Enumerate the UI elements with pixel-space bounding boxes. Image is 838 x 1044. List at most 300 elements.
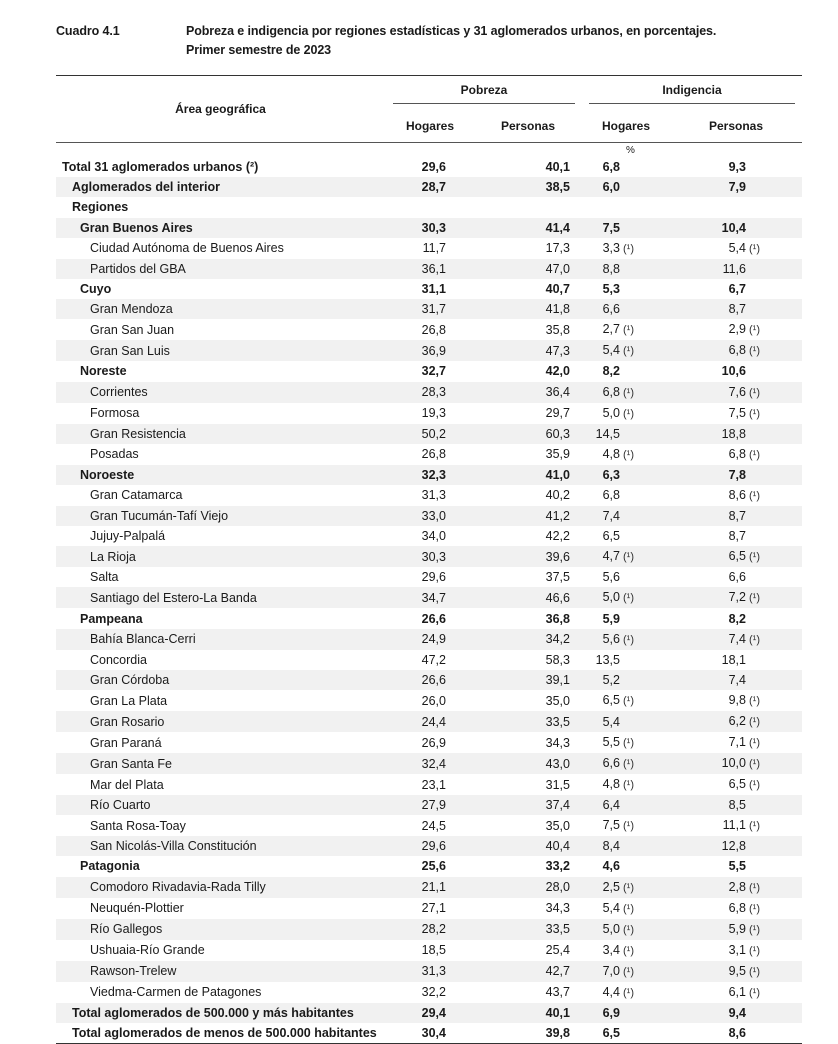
header-indigencia: Indigencia bbox=[582, 76, 802, 111]
indigencia-personas-cell bbox=[670, 650, 802, 670]
row-area-name: San Nicolás-Villa Constitución bbox=[56, 836, 386, 856]
indigencia-personas-cell bbox=[670, 690, 802, 711]
header-pobreza-hogares: Hogares bbox=[405, 119, 455, 133]
pobreza-personas-value: 46,6 bbox=[474, 587, 582, 608]
pobreza-personas-value: 38,5 bbox=[474, 177, 582, 197]
indigencia-hogares-cell bbox=[582, 526, 670, 546]
pobreza-personas-value: 60,3 bbox=[474, 424, 582, 444]
pobreza-personas-value: 33,2 bbox=[545, 859, 570, 874]
indigencia-personas-value: 7,5 bbox=[728, 405, 746, 420]
row-area-name: Pampeana bbox=[80, 611, 143, 626]
table-title-line-1: Pobreza e indigencia por regiones estadísticas y 31 aglomerados urbanos, en porcentajes. bbox=[186, 24, 717, 38]
indigencia-hogares-cell bbox=[582, 340, 670, 361]
row-area-name: Río Cuarto bbox=[56, 795, 386, 815]
table-row bbox=[56, 238, 802, 259]
indigencia-personas-cell bbox=[670, 877, 802, 898]
indigencia-hogares-cell bbox=[582, 177, 670, 197]
pobreza-hogares-value: 28,2 bbox=[386, 919, 474, 940]
pobreza-personas-value bbox=[474, 197, 582, 217]
header-indigencia-hogares: Hogares bbox=[601, 119, 651, 133]
pobreza-hogares-value: 26,8 bbox=[421, 447, 446, 462]
indigencia-hogares-value: 6,9 bbox=[602, 1005, 620, 1020]
pobreza-personas-value: 41,2 bbox=[474, 506, 582, 526]
indigencia-hogares-cell bbox=[582, 898, 670, 919]
indigencia-hogares-value: 3,3 bbox=[602, 240, 620, 255]
indigencia-hogares-cell bbox=[582, 629, 670, 650]
indigencia-personas-cell bbox=[670, 753, 802, 774]
pobreza-personas-value: 33,5 bbox=[474, 711, 582, 732]
row-area-name: La Rioja bbox=[56, 546, 386, 567]
pobreza-personas-value: 43,7 bbox=[545, 985, 570, 1000]
indigencia-personas-value: 18,8 bbox=[721, 426, 746, 441]
table-row bbox=[56, 485, 802, 506]
indigencia-personas-value: 3,1 bbox=[728, 942, 746, 957]
indigencia-personas-cell bbox=[670, 1003, 802, 1023]
footnote-marker: (¹) bbox=[623, 386, 634, 399]
indigencia-hogares-value: 5,9 bbox=[602, 611, 620, 626]
indigencia-hogares-cell bbox=[582, 650, 670, 670]
indigencia-hogares-cell bbox=[582, 259, 670, 279]
indigencia-hogares-value: 5,0 bbox=[602, 405, 620, 420]
pobreza-personas-value: 34,3 bbox=[545, 735, 570, 750]
table-row bbox=[56, 299, 802, 319]
table-title bbox=[186, 22, 816, 60]
footnote-marker: (¹) bbox=[623, 242, 634, 255]
footnote-marker: (¹) bbox=[623, 923, 634, 936]
pobreza-hogares-value: 27,9 bbox=[386, 795, 474, 815]
pobreza-hogares-value: 32,7 bbox=[421, 364, 446, 379]
footnote-marker: (¹) bbox=[749, 902, 760, 915]
indigencia-personas-value: 6,8 bbox=[728, 446, 746, 461]
row-area-name: Gran Tucumán-Tafí Viejo bbox=[56, 506, 386, 526]
table-row bbox=[56, 340, 802, 361]
indigencia-personas-value: 10,0 bbox=[721, 756, 746, 770]
row-area-name: Total 31 aglomerados urbanos (²) bbox=[62, 160, 259, 175]
row-area-name: Regiones bbox=[72, 200, 129, 215]
row-area-name: Gran San Luis bbox=[56, 340, 386, 361]
pobreza-personas-value: 31,5 bbox=[545, 777, 570, 792]
indigencia-hogares-value: 5,0 bbox=[602, 921, 620, 936]
indigencia-hogares-cell bbox=[582, 587, 670, 608]
indigencia-personas-cell bbox=[670, 856, 802, 876]
indigencia-hogares-value: 6,5 bbox=[602, 1025, 620, 1040]
indigencia-personas-value: 6,7 bbox=[728, 282, 746, 297]
indigencia-hogares-cell bbox=[582, 361, 670, 381]
table-row bbox=[56, 753, 802, 774]
indigencia-hogares-value: 5,6 bbox=[602, 631, 620, 646]
indigencia-personas-value: 7,6 bbox=[728, 384, 746, 399]
footnote-marker: (¹) bbox=[749, 944, 760, 957]
indigencia-hogares-value: 7,4 bbox=[602, 508, 620, 523]
table-row bbox=[56, 982, 802, 1003]
indigencia-hogares-cell bbox=[582, 382, 670, 403]
row-area-name: Gran Paraná bbox=[90, 735, 162, 750]
row-area-name: Gran Santa Fe bbox=[56, 753, 386, 774]
table-row bbox=[56, 157, 802, 177]
indigencia-hogares-cell bbox=[582, 690, 670, 711]
indigencia-hogares-value: 2,7 bbox=[602, 322, 620, 337]
indigencia-hogares-value: 5,4 bbox=[602, 714, 620, 729]
indigencia-personas-cell bbox=[670, 546, 802, 567]
indigencia-hogares-value: 5,3 bbox=[602, 282, 620, 297]
indigencia-hogares-cell bbox=[582, 197, 670, 217]
pobreza-hogares-value: 29,4 bbox=[386, 1003, 474, 1023]
indigencia-hogares-value: 7,5 bbox=[602, 220, 620, 235]
pobreza-personas-value: 58,3 bbox=[545, 652, 570, 667]
indigencia-personas-cell bbox=[670, 361, 802, 381]
pobreza-hogares-value: 47,2 bbox=[421, 652, 446, 667]
indigencia-hogares-value: 8,8 bbox=[602, 261, 620, 276]
pobreza-hogares-value: 26,6 bbox=[421, 611, 446, 626]
indigencia-personas-value: 7,4 bbox=[728, 631, 746, 646]
indigencia-hogares-value: 4,7 bbox=[602, 549, 620, 564]
indigencia-hogares-cell bbox=[582, 753, 670, 774]
indigencia-personas-value: 8,6 bbox=[728, 487, 746, 502]
pobreza-personas-value: 40,1 bbox=[474, 1003, 582, 1023]
pobreza-personas-value: 47,0 bbox=[474, 259, 582, 279]
pobreza-hogares-value: 31,7 bbox=[386, 299, 474, 319]
pobreza-hogares-value: 28,7 bbox=[386, 177, 474, 197]
footnote-marker: (¹) bbox=[749, 779, 760, 791]
table-row bbox=[56, 1023, 802, 1044]
table-row bbox=[56, 898, 802, 919]
footnote-marker: (¹) bbox=[749, 965, 760, 978]
pobreza-hogares-value: 33,0 bbox=[386, 506, 474, 526]
indigencia-personas-cell bbox=[670, 485, 802, 506]
indigencia-hogares-cell bbox=[582, 711, 670, 732]
indigencia-hogares-value: 6,8 bbox=[602, 160, 620, 175]
indigencia-personas-value: 9,4 bbox=[728, 1005, 746, 1020]
indigencia-hogares-cell bbox=[582, 1003, 670, 1023]
indigencia-hogares-cell bbox=[582, 961, 670, 982]
indigencia-hogares-cell bbox=[582, 238, 670, 259]
row-area-name: Gran Rosario bbox=[56, 711, 386, 732]
indigencia-hogares-cell bbox=[582, 732, 670, 753]
indigencia-hogares-value: 6,4 bbox=[602, 798, 620, 813]
indigencia-hogares-cell bbox=[582, 424, 670, 444]
pobreza-hogares-value: 31,3 bbox=[421, 488, 446, 503]
pobreza-personas-value: 34,2 bbox=[474, 629, 582, 650]
indigencia-personas-cell bbox=[670, 836, 802, 856]
table-row bbox=[56, 424, 802, 444]
indigencia-personas-value: 10,4 bbox=[721, 220, 746, 235]
pobreza-hogares-value: 24,4 bbox=[386, 711, 474, 732]
row-area-name: Total aglomerados de menos de 500.000 habitantes bbox=[56, 1023, 386, 1044]
pobreza-personas-value: 39,6 bbox=[474, 546, 582, 567]
pobreza-hogares-value: 19,3 bbox=[421, 406, 446, 420]
footnote-marker: (¹) bbox=[623, 944, 634, 957]
table-row bbox=[56, 629, 802, 650]
indigencia-personas-cell bbox=[670, 279, 802, 299]
table-row bbox=[56, 795, 802, 815]
row-area-name: Cuyo bbox=[80, 282, 112, 297]
pobreza-personas-value: 40,4 bbox=[474, 836, 582, 856]
pobreza-personas-value: 47,3 bbox=[474, 340, 582, 361]
table-row bbox=[56, 197, 802, 217]
pobreza-personas-value: 42,0 bbox=[545, 364, 570, 379]
table-row bbox=[56, 815, 802, 836]
indigencia-personas-value: 8,2 bbox=[728, 611, 746, 626]
pobreza-hogares-value: 32,3 bbox=[386, 465, 474, 485]
table-row bbox=[56, 711, 802, 732]
pobreza-personas-value: 42,2 bbox=[545, 529, 570, 544]
pobreza-hogares-value: 18,5 bbox=[421, 943, 446, 958]
table-row bbox=[56, 774, 802, 795]
indigencia-hogares-value: 14,5 bbox=[595, 426, 620, 441]
pobreza-hogares-value: 24,9 bbox=[386, 629, 474, 650]
table-header bbox=[56, 76, 802, 158]
indigencia-hogares-value: 6,6 bbox=[602, 302, 620, 317]
pobreza-hogares-value: 34,7 bbox=[386, 587, 474, 608]
indigencia-personas-value: 2,8 bbox=[728, 879, 746, 894]
pobreza-hogares-value: 23,1 bbox=[421, 777, 446, 792]
pobreza-hogares-value: 50,2 bbox=[386, 424, 474, 444]
indigencia-personas-value: 11,6 bbox=[722, 261, 746, 276]
indigencia-hogares-value: 5,4 bbox=[602, 900, 620, 915]
indigencia-personas-value: 6,5 bbox=[728, 549, 746, 564]
pobreza-hogares-value: 32,4 bbox=[386, 753, 474, 774]
pobreza-personas-value: 40,2 bbox=[545, 488, 570, 503]
footnote-marker: (¹) bbox=[623, 986, 634, 999]
pobreza-hogares-value: 25,6 bbox=[421, 859, 446, 874]
row-area-name: Gran Córdoba bbox=[56, 670, 386, 690]
indigencia-personas-value: 6,8 bbox=[728, 343, 746, 358]
indigencia-hogares-cell bbox=[582, 218, 670, 238]
footnote-marker: (¹) bbox=[623, 902, 634, 915]
indigencia-hogares-value: 5,2 bbox=[602, 672, 620, 687]
footnote-marker: (¹) bbox=[623, 695, 634, 707]
pobreza-hogares-value: 26,8 bbox=[421, 322, 446, 337]
pobreza-hogares-value: 30,3 bbox=[386, 218, 474, 238]
table-row bbox=[56, 1003, 802, 1023]
row-area-name: Gran Resistencia bbox=[56, 424, 386, 444]
footnote-marker: (¹) bbox=[749, 489, 760, 502]
pobreza-hogares-value: 36,1 bbox=[386, 259, 474, 279]
indigencia-hogares-value: 7,0 bbox=[602, 963, 620, 978]
table-row bbox=[56, 382, 802, 403]
indigencia-hogares-value: 6,5 bbox=[602, 693, 620, 707]
footnote-marker: (¹) bbox=[749, 923, 760, 936]
table-row bbox=[56, 506, 802, 526]
header-area: Área geográfica bbox=[56, 76, 386, 143]
indigencia-personas-cell bbox=[670, 815, 802, 836]
row-area-name: Partidos del GBA bbox=[56, 259, 386, 279]
pobreza-personas-value: 36,8 bbox=[545, 611, 570, 626]
indigencia-personas-cell bbox=[670, 382, 802, 403]
indigencia-personas-value: 11,1 bbox=[722, 818, 746, 833]
table-row bbox=[56, 319, 802, 340]
indigencia-personas-cell bbox=[670, 774, 802, 795]
pobreza-personas-value: 41,4 bbox=[474, 218, 582, 238]
indigencia-personas-cell bbox=[670, 567, 802, 587]
table-row bbox=[56, 526, 802, 546]
row-area-name: Viedma-Carmen de Patagones bbox=[90, 985, 262, 1000]
footnote-marker: (¹) bbox=[623, 758, 634, 770]
pobreza-hogares-value: 26,0 bbox=[421, 693, 446, 708]
indigencia-personas-value: 6,5 bbox=[728, 777, 746, 791]
pobreza-hogares-value: 24,5 bbox=[421, 818, 446, 833]
indigencia-personas-cell bbox=[670, 177, 802, 197]
pobreza-hogares-value: 36,9 bbox=[386, 340, 474, 361]
indigencia-hogares-cell bbox=[582, 836, 670, 856]
row-area-name: Noreste bbox=[80, 364, 127, 379]
footnote-marker: (¹) bbox=[623, 737, 634, 749]
pobreza-personas-value: 40,7 bbox=[545, 282, 570, 297]
indigencia-hogares-value: 4,8 bbox=[602, 777, 620, 791]
pobreza-personas-value: 25,4 bbox=[545, 943, 570, 958]
table-row bbox=[56, 444, 802, 465]
row-area-name: Rawson-Trelew bbox=[56, 961, 386, 982]
indigencia-personas-cell bbox=[670, 526, 802, 546]
indigencia-hogares-value: 6,0 bbox=[602, 180, 620, 195]
footnote-marker: (¹) bbox=[749, 737, 760, 749]
indigencia-hogares-cell bbox=[582, 485, 670, 506]
pobreza-hogares-value: 11,7 bbox=[422, 241, 446, 256]
row-area-name: Concordia bbox=[90, 652, 147, 667]
footnote-marker: (¹) bbox=[623, 965, 634, 978]
footnote-marker: (¹) bbox=[623, 633, 634, 646]
poverty-table-wrapper bbox=[56, 75, 802, 1044]
indigencia-hogares-cell bbox=[582, 299, 670, 319]
row-area-name: Patagonia bbox=[80, 859, 140, 874]
indigencia-personas-value: 8,7 bbox=[728, 302, 746, 317]
table-row bbox=[56, 961, 802, 982]
pobreza-personas-value: 29,7 bbox=[545, 406, 570, 420]
row-area-name: Ciudad Autónoma de Buenos Aires bbox=[90, 241, 284, 256]
pobreza-hogares-value: 31,3 bbox=[386, 961, 474, 982]
indigencia-personas-cell bbox=[670, 465, 802, 485]
indigencia-personas-value: 6,2 bbox=[728, 714, 746, 728]
indigencia-personas-cell bbox=[670, 157, 802, 177]
unit-label: % bbox=[582, 143, 802, 158]
indigencia-hogares-value: 13,5 bbox=[595, 652, 620, 667]
footnote-marker: (¹) bbox=[623, 592, 634, 605]
indigencia-hogares-value: 5,5 bbox=[602, 735, 620, 749]
footnote-marker: (¹) bbox=[749, 386, 760, 399]
footnote-marker: (¹) bbox=[749, 881, 760, 894]
indigencia-hogares-value: 8,4 bbox=[602, 839, 620, 854]
indigencia-personas-value: 5,9 bbox=[728, 921, 746, 936]
indigencia-personas-value: 2,9 bbox=[728, 322, 746, 337]
table-number: Cuadro 4.1 bbox=[56, 24, 120, 38]
indigencia-hogares-value: 6,5 bbox=[602, 529, 620, 544]
indigencia-personas-value: 7,4 bbox=[728, 672, 746, 687]
row-area-name: Gran Catamarca bbox=[90, 488, 183, 503]
indigencia-hogares-cell bbox=[582, 815, 670, 836]
table-row bbox=[56, 608, 802, 628]
indigencia-personas-value: 10,6 bbox=[721, 364, 746, 379]
poverty-table bbox=[56, 75, 802, 1044]
indigencia-hogares-value: 4,6 bbox=[602, 859, 620, 874]
indigencia-hogares-value: 6,3 bbox=[602, 467, 620, 482]
pobreza-personas-value: 39,8 bbox=[474, 1023, 582, 1044]
indigencia-personas-value: 18,1 bbox=[721, 652, 746, 667]
indigencia-personas-cell bbox=[670, 898, 802, 919]
pobreza-personas-value: 33,5 bbox=[474, 919, 582, 940]
table-row bbox=[56, 650, 802, 670]
indigencia-hogares-cell bbox=[582, 506, 670, 526]
row-area-name: Formosa bbox=[90, 406, 140, 420]
table-row bbox=[56, 218, 802, 238]
indigencia-personas-value: 7,2 bbox=[728, 590, 746, 605]
indigencia-personas-value: 9,8 bbox=[728, 693, 746, 707]
indigencia-hogares-cell bbox=[582, 877, 670, 898]
footnote-marker: (¹) bbox=[749, 448, 760, 461]
footnote-marker: (¹) bbox=[749, 716, 760, 728]
indigencia-hogares-cell bbox=[582, 279, 670, 299]
indigencia-personas-cell bbox=[670, 732, 802, 753]
header-pobreza: Pobreza bbox=[386, 76, 582, 111]
indigencia-hogares-value: 6,8 bbox=[602, 384, 620, 399]
indigencia-personas-cell bbox=[670, 444, 802, 465]
row-area-name: Río Gallegos bbox=[56, 919, 386, 940]
row-area-name: Mar del Plata bbox=[90, 777, 164, 792]
table-row bbox=[56, 587, 802, 608]
table-row bbox=[56, 877, 802, 898]
table-row bbox=[56, 567, 802, 587]
row-area-name: Jujuy-Palpalá bbox=[90, 529, 166, 544]
indigencia-personas-cell bbox=[670, 319, 802, 340]
indigencia-hogares-cell bbox=[582, 856, 670, 876]
row-area-name: Noroeste bbox=[56, 465, 386, 485]
table-row bbox=[56, 856, 802, 876]
table-row bbox=[56, 670, 802, 690]
pobreza-personas-value: 17,3 bbox=[545, 241, 570, 256]
indigencia-personas-value: 9,3 bbox=[728, 160, 746, 175]
footnote-marker: (¹) bbox=[623, 324, 634, 337]
row-area-name: Gran Buenos Aires bbox=[56, 218, 386, 238]
indigencia-personas-value: 6,8 bbox=[728, 900, 746, 915]
indigencia-hogares-value: 4,8 bbox=[602, 446, 620, 461]
row-area-name: Salta bbox=[90, 570, 119, 585]
indigencia-hogares-cell bbox=[582, 157, 670, 177]
pobreza-personas-value: 40,1 bbox=[545, 160, 570, 175]
indigencia-personas-value: 7,8 bbox=[728, 467, 746, 482]
table-row bbox=[56, 279, 802, 299]
footnote-marker: (¹) bbox=[623, 820, 634, 833]
pobreza-hogares-value: 29,6 bbox=[421, 570, 446, 585]
indigencia-personas-value: 12,8 bbox=[721, 839, 746, 854]
indigencia-hogares-cell bbox=[582, 1023, 670, 1044]
indigencia-personas-cell bbox=[670, 238, 802, 259]
pobreza-personas-value: 41,0 bbox=[474, 465, 582, 485]
table-row bbox=[56, 836, 802, 856]
indigencia-hogares-value: 4,4 bbox=[602, 984, 620, 999]
indigencia-personas-cell bbox=[670, 587, 802, 608]
row-area-name: Gran Mendoza bbox=[56, 299, 386, 319]
header-pobreza-personas: Personas bbox=[500, 119, 556, 133]
footnote-marker: (¹) bbox=[749, 407, 760, 420]
row-area-name: Santiago del Estero-La Banda bbox=[56, 587, 386, 608]
footnote-marker: (¹) bbox=[749, 592, 760, 605]
indigencia-personas-cell bbox=[670, 197, 802, 217]
indigencia-personas-cell bbox=[670, 795, 802, 815]
indigencia-personas-value: 6,1 bbox=[728, 984, 746, 999]
indigencia-personas-value: 8,5 bbox=[728, 798, 746, 813]
row-area-name: Gran San Juan bbox=[90, 322, 175, 337]
pobreza-hogares-value: 26,6 bbox=[386, 670, 474, 690]
pobreza-personas-value: 41,8 bbox=[474, 299, 582, 319]
indigencia-personas-cell bbox=[670, 340, 802, 361]
indigencia-hogares-value: 2,5 bbox=[602, 879, 620, 894]
indigencia-hogares-cell bbox=[582, 403, 670, 424]
indigencia-personas-value: 5,4 bbox=[728, 240, 746, 255]
indigencia-hogares-value: 7,5 bbox=[602, 818, 620, 833]
indigencia-hogares-value: 5,0 bbox=[602, 590, 620, 605]
indigencia-personas-value: 6,6 bbox=[728, 570, 746, 585]
indigencia-personas-cell bbox=[670, 218, 802, 238]
pobreza-personas-value: 35,9 bbox=[545, 447, 570, 462]
